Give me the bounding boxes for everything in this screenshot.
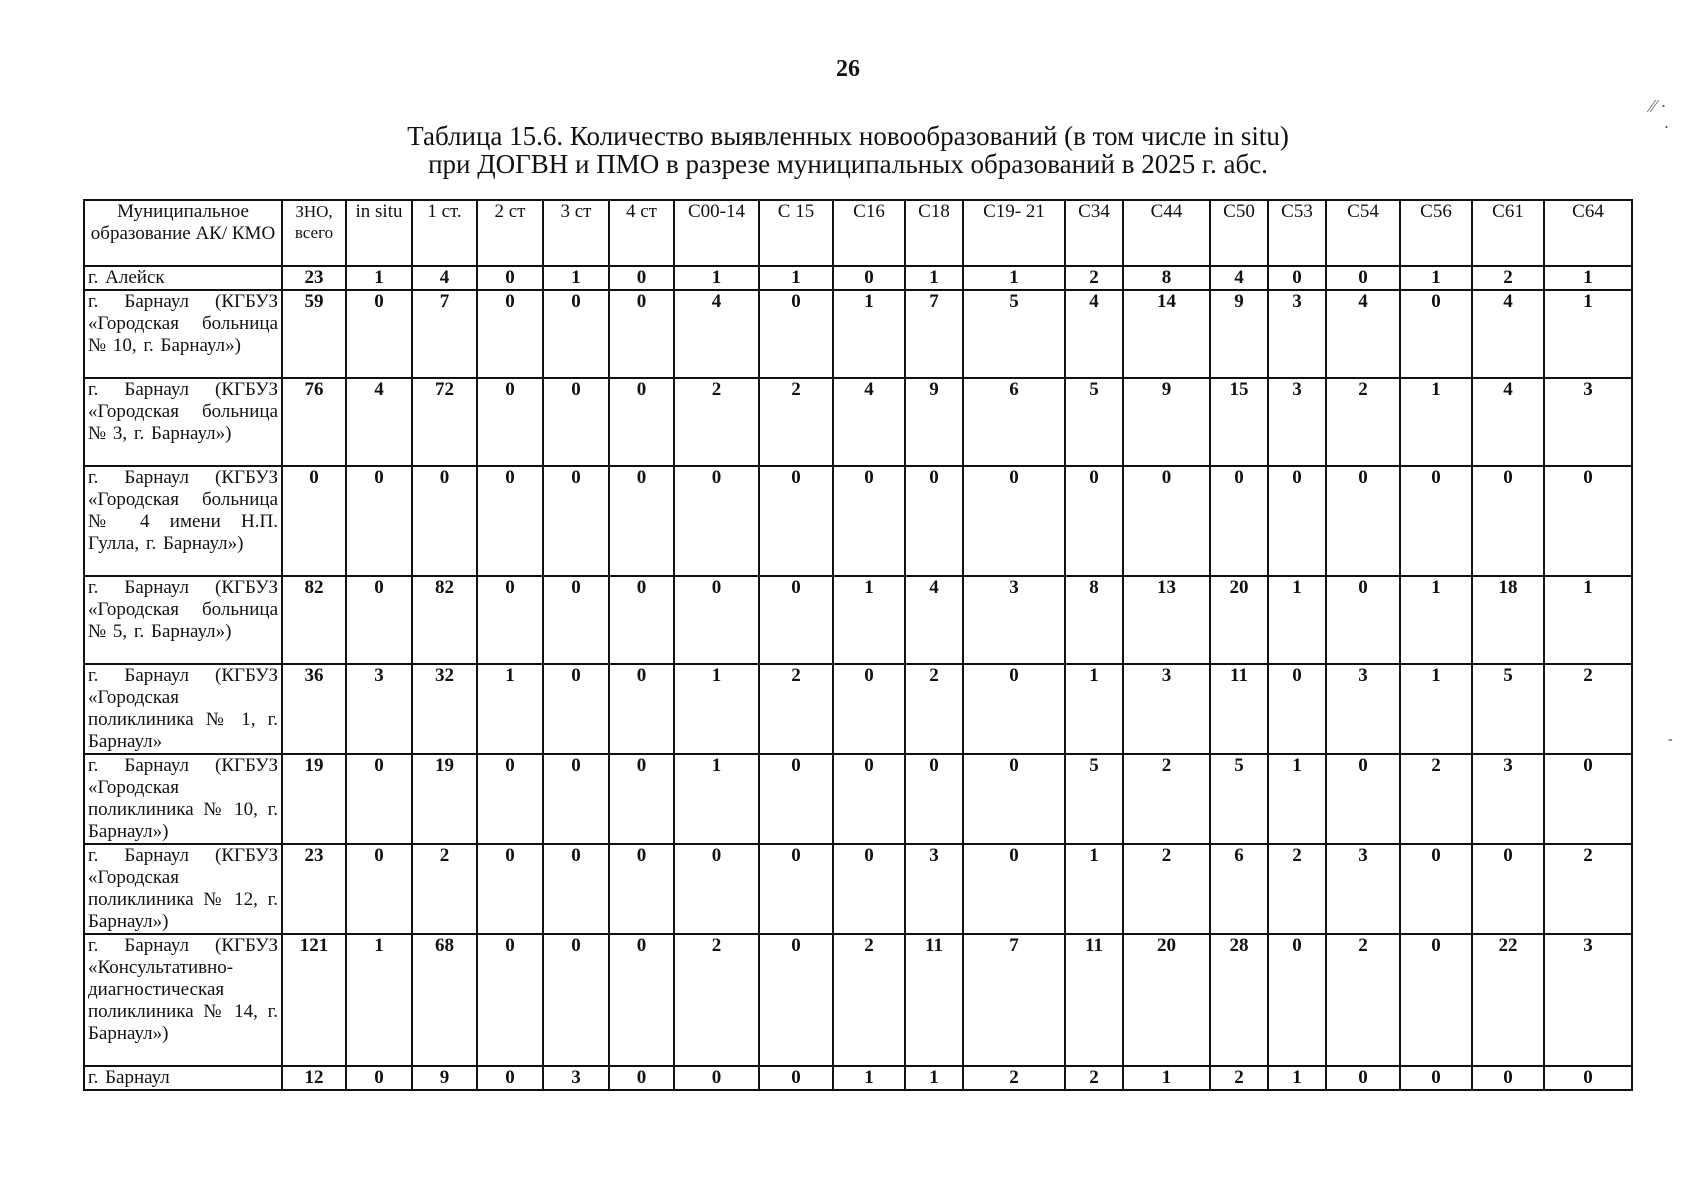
table-cell: 4 — [833, 378, 905, 466]
table-cell: 23 — [282, 266, 346, 290]
header-in-situ: in situ — [346, 200, 412, 266]
table-cell: 0 — [1123, 466, 1210, 576]
table-cell: 0 — [963, 844, 1065, 934]
table-cell: 9 — [1123, 378, 1210, 466]
table-cell: 14 — [1123, 290, 1210, 378]
table-caption — [0, 122, 1696, 178]
table-cell: 1 — [1544, 266, 1632, 290]
table-cell: 7 — [963, 934, 1065, 1066]
municipality-name: г. Барнаул (КГБУЗ «Городская больница № 4 имени Н.П. Гулла, г. Барнаул») — [84, 466, 282, 576]
table-row — [84, 378, 1632, 466]
table-cell: 1 — [1400, 266, 1472, 290]
table-cell: 15 — [1210, 378, 1268, 466]
table-cell: 0 — [759, 290, 833, 378]
header-c00-14: С00-14 — [674, 200, 759, 266]
header-c19-21: С19- 21 — [963, 200, 1065, 266]
table-cell: 4 — [905, 576, 963, 664]
table-body — [84, 266, 1632, 1090]
header-stage-3: 3 ст — [543, 200, 609, 266]
table-cell: 6 — [1210, 844, 1268, 934]
table-cell: 1 — [674, 266, 759, 290]
municipality-name: г. Барнаул (КГБУЗ «Городская больница № 10, г. Барнаул») — [84, 290, 282, 378]
table-cell: 0 — [1210, 466, 1268, 576]
table-cell: 0 — [963, 754, 1065, 844]
header-c64: С64 — [1544, 200, 1632, 266]
header-c61: С61 — [1472, 200, 1544, 266]
header-c18: С18 — [905, 200, 963, 266]
table-cell: 1 — [1268, 754, 1326, 844]
table-cell: 6 — [963, 378, 1065, 466]
table-row — [84, 466, 1632, 576]
table-cell: 0 — [477, 844, 543, 934]
table-cell: 0 — [833, 266, 905, 290]
table-cell: 0 — [905, 466, 963, 576]
table-cell: 0 — [674, 844, 759, 934]
table-cell: 82 — [412, 576, 477, 664]
table-cell: 2 — [1065, 266, 1123, 290]
table-cell: 0 — [609, 754, 674, 844]
table-cell: 68 — [412, 934, 477, 1066]
table-cell: 3 — [1472, 754, 1544, 844]
table-cell: 0 — [1400, 466, 1472, 576]
table-row — [84, 576, 1632, 664]
header-c53: С53 — [1268, 200, 1326, 266]
table-cell: 0 — [833, 466, 905, 576]
table-header-row — [84, 200, 1632, 266]
table-cell: 0 — [1544, 466, 1632, 576]
table-cell: 2 — [1210, 1066, 1268, 1090]
table-cell: 3 — [1326, 664, 1400, 754]
table-cell: 1 — [346, 266, 412, 290]
table-cell: 20 — [1210, 576, 1268, 664]
table-cell: 0 — [543, 466, 609, 576]
table-cell: 1 — [1400, 378, 1472, 466]
table-cell: 1 — [543, 266, 609, 290]
table-cell: 2 — [1065, 1066, 1123, 1090]
table-cell: 36 — [282, 664, 346, 754]
table-cell: 0 — [963, 664, 1065, 754]
header-c16: С16 — [833, 200, 905, 266]
header-stage-2: 2 ст — [477, 200, 543, 266]
table-cell: 0 — [833, 664, 905, 754]
table-row — [84, 664, 1632, 754]
table-cell: 0 — [1326, 576, 1400, 664]
table-cell: 2 — [833, 934, 905, 1066]
table-cell: 0 — [905, 754, 963, 844]
municipality-name: г. Барнаул — [84, 1066, 282, 1090]
table-cell: 1 — [833, 576, 905, 664]
table-cell: 11 — [905, 934, 963, 1066]
table-cell: 2 — [1326, 378, 1400, 466]
table-cell: 0 — [1268, 934, 1326, 1066]
neoplasm-table — [83, 199, 1633, 1091]
table-cell: 4 — [412, 266, 477, 290]
table-cell: 23 — [282, 844, 346, 934]
table-cell: 19 — [412, 754, 477, 844]
table-cell: 0 — [543, 378, 609, 466]
table-cell: 3 — [1268, 378, 1326, 466]
table-cell: 0 — [1065, 466, 1123, 576]
table-cell: 3 — [1326, 844, 1400, 934]
table-cell: 82 — [282, 576, 346, 664]
table-cell: 0 — [346, 1066, 412, 1090]
table-cell: 0 — [1326, 754, 1400, 844]
header-c54: С54 — [1326, 200, 1400, 266]
table-cell: 1 — [963, 266, 1065, 290]
table-cell: 0 — [609, 1066, 674, 1090]
table-cell: 0 — [609, 378, 674, 466]
table-cell: 4 — [1472, 290, 1544, 378]
header-stage-1: 1 ст. — [412, 200, 477, 266]
municipality-name: г. Барнаул (КГБУЗ «Городская больница № 5, г. Барнаул») — [84, 576, 282, 664]
table-cell: 22 — [1472, 934, 1544, 1066]
table-cell: 1 — [674, 754, 759, 844]
table-cell: 0 — [1326, 1066, 1400, 1090]
table-cell: 0 — [609, 466, 674, 576]
table-cell: 0 — [759, 1066, 833, 1090]
table-cell: 12 — [282, 1066, 346, 1090]
header-c15: С 15 — [759, 200, 833, 266]
table-cell: 2 — [1472, 266, 1544, 290]
table-cell: 0 — [1400, 934, 1472, 1066]
table-cell: 2 — [412, 844, 477, 934]
table-cell: 1 — [1123, 1066, 1210, 1090]
table-cell: 1 — [1065, 664, 1123, 754]
table-cell: 5 — [1472, 664, 1544, 754]
table-cell: 2 — [674, 934, 759, 1066]
table-cell: 0 — [1268, 266, 1326, 290]
table-cell: 0 — [833, 754, 905, 844]
table-cell: 76 — [282, 378, 346, 466]
table-cell: 0 — [759, 844, 833, 934]
table-cell: 72 — [412, 378, 477, 466]
table-cell: 1 — [833, 290, 905, 378]
table-cell: 0 — [1472, 1066, 1544, 1090]
table-cell: 0 — [759, 934, 833, 1066]
table-cell: 5 — [1210, 754, 1268, 844]
header-municipality: Муниципальное образование АК/ КМО — [84, 200, 282, 266]
table-cell: 2 — [1268, 844, 1326, 934]
table-cell: 2 — [674, 378, 759, 466]
table-cell: 3 — [543, 1066, 609, 1090]
table-cell: 4 — [1065, 290, 1123, 378]
header-c50: С50 — [1210, 200, 1268, 266]
table-cell: 1 — [1544, 290, 1632, 378]
table-cell: 0 — [1544, 1066, 1632, 1090]
table-cell: 0 — [609, 664, 674, 754]
table-cell: 0 — [674, 466, 759, 576]
municipality-name: г. Алейск — [84, 266, 282, 290]
table-cell: 2 — [1123, 754, 1210, 844]
table-cell: 19 — [282, 754, 346, 844]
table-cell: 0 — [1268, 664, 1326, 754]
table-cell: 0 — [1400, 290, 1472, 378]
page-number: 26 — [836, 56, 860, 82]
table-cell: 0 — [477, 378, 543, 466]
table-cell: 0 — [346, 844, 412, 934]
table-cell: 13 — [1123, 576, 1210, 664]
table-row — [84, 266, 1632, 290]
table-cell: 0 — [759, 576, 833, 664]
table-cell: 0 — [543, 934, 609, 1066]
table-cell: 0 — [477, 934, 543, 1066]
table-cell: 0 — [609, 290, 674, 378]
table-row — [84, 844, 1632, 934]
table-cell: 7 — [905, 290, 963, 378]
table-cell: 9 — [412, 1066, 477, 1090]
table-cell: 0 — [346, 290, 412, 378]
table-cell: 2 — [1544, 844, 1632, 934]
table-cell: 0 — [346, 466, 412, 576]
table-cell: 4 — [1326, 290, 1400, 378]
table-cell: 9 — [1210, 290, 1268, 378]
header-c34: С34 — [1065, 200, 1123, 266]
table-cell: 0 — [609, 576, 674, 664]
table-cell: 3 — [1123, 664, 1210, 754]
table-cell: 3 — [346, 664, 412, 754]
table-cell: 4 — [346, 378, 412, 466]
table-cell: 18 — [1472, 576, 1544, 664]
table-cell: 0 — [609, 934, 674, 1066]
table-cell: 0 — [412, 466, 477, 576]
caption-line-1: Таблица 15.6. Количество выявленных новообразований (в том числе in situ) — [407, 121, 1289, 151]
municipality-name: г. Барнаул (КГБУЗ «Городская поликлиника № 1, г. Барнаул» — [84, 664, 282, 754]
table-cell: 0 — [543, 844, 609, 934]
table-cell: 11 — [1210, 664, 1268, 754]
table-cell: 0 — [759, 466, 833, 576]
table-cell: 1 — [477, 664, 543, 754]
table-cell: 0 — [1326, 466, 1400, 576]
table-cell: 0 — [543, 290, 609, 378]
table-cell: 1 — [1268, 576, 1326, 664]
table-cell: 0 — [477, 266, 543, 290]
table-cell: 0 — [1472, 844, 1544, 934]
table-cell: 8 — [1123, 266, 1210, 290]
table-cell: 0 — [1400, 844, 1472, 934]
table-cell: 0 — [609, 844, 674, 934]
table-cell: 4 — [1472, 378, 1544, 466]
table-cell: 0 — [282, 466, 346, 576]
header-stage-4: 4 ст — [609, 200, 674, 266]
table-cell: 9 — [905, 378, 963, 466]
table-cell: 3 — [1268, 290, 1326, 378]
table-cell: 8 — [1065, 576, 1123, 664]
table-cell: 0 — [759, 754, 833, 844]
table-cell: 5 — [1065, 754, 1123, 844]
table-cell: 0 — [1326, 266, 1400, 290]
scan-dash: - — [1668, 732, 1673, 747]
table-cell: 1 — [346, 934, 412, 1066]
table-cell: 11 — [1065, 934, 1123, 1066]
table-cell: 1 — [1400, 576, 1472, 664]
table-cell: 0 — [1400, 1066, 1472, 1090]
header-c44: С44 — [1123, 200, 1210, 266]
table-cell: 2 — [759, 378, 833, 466]
table-cell: 2 — [1400, 754, 1472, 844]
municipality-name: г. Барнаул (КГБУЗ «Городская больница № 3, г. Барнаул») — [84, 378, 282, 466]
table-cell: 0 — [477, 290, 543, 378]
municipality-name: г. Барнаул (КГБУЗ «Городская поликлиника № 10, г. Барнаул») — [84, 754, 282, 844]
table-cell: 4 — [1210, 266, 1268, 290]
table-cell: 3 — [1544, 934, 1632, 1066]
table-cell: 2 — [1326, 934, 1400, 1066]
table-cell: 0 — [477, 1066, 543, 1090]
table-cell: 0 — [833, 844, 905, 934]
table-cell: 3 — [1544, 378, 1632, 466]
table-cell: 1 — [905, 266, 963, 290]
table-cell: 1 — [1544, 576, 1632, 664]
table-cell: 1 — [905, 1066, 963, 1090]
table-cell: 0 — [477, 576, 543, 664]
table-row — [84, 754, 1632, 844]
table-cell: 0 — [346, 754, 412, 844]
table-cell: 0 — [346, 576, 412, 664]
table-cell: 1 — [833, 1066, 905, 1090]
table-cell: 3 — [963, 576, 1065, 664]
table-cell: 20 — [1123, 934, 1210, 1066]
municipality-name: г. Барнаул (КГБУЗ «Консультативно-диагностическая поликлиника № 14, г. Барнаул») — [84, 934, 282, 1066]
table-cell: 2 — [1123, 844, 1210, 934]
table-cell: 0 — [609, 266, 674, 290]
table-cell: 0 — [477, 466, 543, 576]
table-cell: 32 — [412, 664, 477, 754]
table-cell: 59 — [282, 290, 346, 378]
table-cell: 0 — [1472, 466, 1544, 576]
table-row — [84, 1066, 1632, 1090]
table-cell: 121 — [282, 934, 346, 1066]
table-cell: 1 — [1400, 664, 1472, 754]
table-cell: 5 — [963, 290, 1065, 378]
table-cell: 0 — [963, 466, 1065, 576]
table-cell: 0 — [477, 754, 543, 844]
table-cell: 4 — [674, 290, 759, 378]
table-row — [84, 290, 1632, 378]
table-cell: 0 — [1268, 466, 1326, 576]
table-cell: 0 — [543, 664, 609, 754]
table-cell: 0 — [543, 576, 609, 664]
table-cell: 28 — [1210, 934, 1268, 1066]
table-row — [84, 934, 1632, 1066]
table-cell: 2 — [963, 1066, 1065, 1090]
table-cell: 7 — [412, 290, 477, 378]
table-cell: 2 — [759, 664, 833, 754]
table-cell: 1 — [1268, 1066, 1326, 1090]
table-cell: 5 — [1065, 378, 1123, 466]
table-cell: 2 — [1544, 664, 1632, 754]
table-cell: 0 — [543, 754, 609, 844]
table-cell: 0 — [1544, 754, 1632, 844]
scan-marks: ⁄⁄ · · — [1650, 96, 1670, 137]
header-zno-total: ЗНО, всего — [282, 200, 346, 266]
table-cell: 3 — [905, 844, 963, 934]
caption-line-2: при ДОГВН и ПМО в разрезе муниципальных образований в 2025 г. абс. — [428, 149, 1268, 179]
table-cell: 1 — [674, 664, 759, 754]
table-cell: 1 — [759, 266, 833, 290]
table-cell: 2 — [905, 664, 963, 754]
table-cell: 0 — [674, 576, 759, 664]
table-cell: 1 — [1065, 844, 1123, 934]
table-cell: 0 — [674, 1066, 759, 1090]
header-c56: С56 — [1400, 200, 1472, 266]
municipality-name: г. Барнаул (КГБУЗ «Городская поликлиника № 12, г. Барнаул») — [84, 844, 282, 934]
